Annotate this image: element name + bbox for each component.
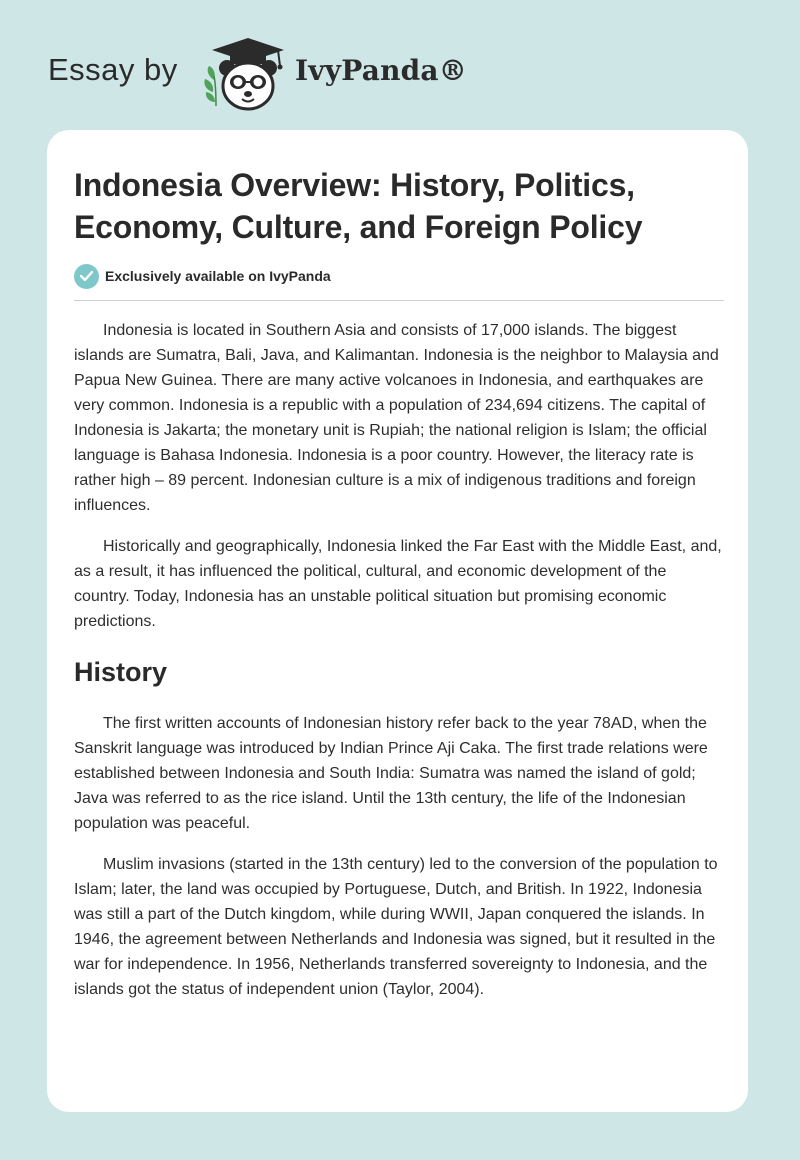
intro-paragraph-1: Indonesia is located in Southern Asia and consists of 17,000 islands. The biggest islands are Sumatra, Bali, Java, and Kalimantan. Indonesia is the neighbor to Malaysia and Papua New Guinea. There are many active volcanoes in Indonesia, and earthquakes are very common. Indonesia is a republic with a population of 234,694 citizens. The capital of Indonesia is Jakarta; the monetary unit is Rupiah; the national religion is Islam; the official language is Bahasa Indonesia. Indonesia is a poor country. However, the literacy rate is rather high – 89 percent. Indonesian culture is a mix of indigenous traditions and foreign influences. [74,322,719,514]
ivypanda-panda-logo-icon[interactable] [200,36,292,112]
essay-by-label: Essay by [48,52,178,87]
title-divider [74,300,724,301]
exclusive-badge-label: Exclusively available on IvyPanda [105,268,331,284]
panda-face-icon [219,60,277,109]
essay-title: Indonesia Overview: History, Politics, Economy, Culture, and Foreign Policy [74,167,643,245]
site-header [48,34,508,114]
exclusive-badge [74,262,724,290]
intro-paragraph-2: Historically and geographically, Indonesia linked the Far East with the Middle East, and, as a result, it has influenced the political, cultural, and economic development of the country. Today, Indonesia has an unstable political situation but promising economic predictions. [74,538,722,630]
history-paragraph-1: The first written accounts of Indonesian history refer back to the year 78AD, when the Sanskrit language was introduced by Indian Prince Aji Caka. The first trade relations were established between Indonesia and South India: Sumatra was named the island of gold; Java was referred to as the rice island. Until the 13th century, the life of the Indonesian population was peaceful. [74,715,708,832]
history-heading: History [74,657,168,687]
essay-card [47,130,748,1112]
leaf-icon [204,66,216,106]
essay-content [74,164,724,1002]
history-paragraph-2: Muslim invasions (started in the 13th century) led to the conversion of the population to Islam; later, the land was occupied by Portuguese, Dutch, and British. In 1922, Indonesia was still a part of the Dutch kingdom, while during WWII, Japan conquered the islands. In 1946, the agreement between Netherlands and Indonesia was signed, but it resulted in the war for independence. In 1956, Netherlands transferred sovereignty to Indonesia, and the islands got the status of independent union (Taylor, 2004). [74,856,718,998]
check-icon [74,264,99,289]
brand-name[interactable]: IvyPanda® [295,54,467,87]
